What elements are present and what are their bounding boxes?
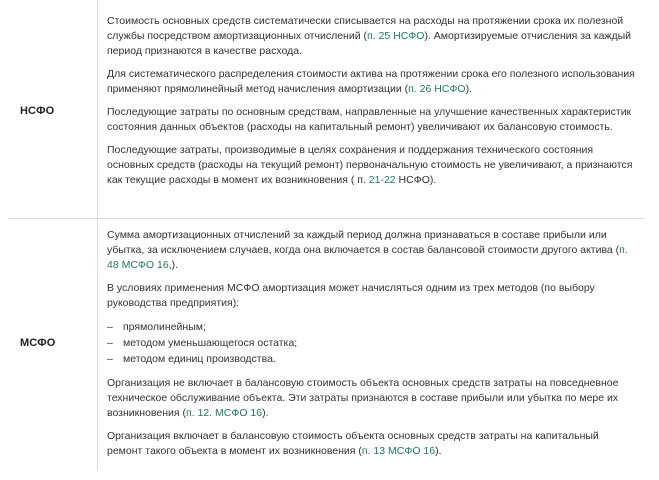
link-p21-22-nsfo[interactable]: 21-22 [368, 174, 396, 186]
row-label-nsfo: НСФО [20, 105, 55, 117]
row-label-msfo: МСФО [20, 337, 56, 349]
msfo-paragraph-1: Сумма амортизационных отчислений за каждый период должна признаваться в составе прибыли или убытка, за исключением случаев, когда она включается в состав балансовой стоимости другого актива (п. 48 МСФО 16,). [107, 229, 628, 271]
dash-marker: – [107, 337, 113, 349]
msfo-paragraph-2: В условиях применения МСФО амортизация может начисляться одним из трех методов (по выбору руководства предприятия): [107, 282, 595, 309]
nsfo-paragraph-1: Стоимость основных средств систематически списывается на расходы на протяжении срока их полезной службы посредством амортизационных отчислений (п. 25 НСФО). Амортизируемые отчисления за каждый период признаются в качестве расхода. [107, 15, 632, 57]
column-divider-top [97, 0, 98, 218]
nsfo-paragraph-2: Для систематического распределения стоимости актива на протяжении срока его полезного использования применяют прямолинейный метод начисления амортизации (п. 26 НСФО). [107, 68, 635, 95]
dash-marker: – [107, 321, 113, 333]
list-item: – методом единиц производства. [107, 353, 276, 365]
nsfo-paragraph-3: Последующие затраты по основным средствам, направленные на улучшение качественных характеристик состояния данных объектов (расходы на капитальный ремонт) увеличивают их балансовую стоимость. [107, 106, 632, 133]
msfo-paragraph-3: Организация не включает в балансовую стоимость объекта основных средств затраты на повседневное техническое обслуживание объекта. Эти затраты признаются в составе прибыли или убытка по мере их возникновения (п. 12. МСФО 16). [107, 377, 619, 419]
depreciation-methods-list [107, 319, 637, 367]
list-item: – методом уменьшающегося остатка; [107, 337, 298, 349]
row-content-nsfo [107, 14, 637, 196]
link-p48-msfo16[interactable]: п. 48 МСФО 16 [107, 244, 628, 271]
row-content-msfo [107, 228, 637, 467]
table-row-nsfo [0, 0, 659, 218]
dash-marker: – [107, 353, 113, 365]
link-p12-msfo16[interactable]: п. 12. МСФО 16 [185, 407, 263, 419]
link-p13-msfo16[interactable]: п. 13 МСФО 16 [361, 445, 436, 457]
nsfo-paragraph-4: Последующие затраты, производимые в целях сохранения и поддержания технического состояния основных средств (расходы на текущий ремонт) первоначальную стоимость не увеличивают, а признаются как текущие расходы в момент их возникновения ( п. 21-22 НСФО). [107, 144, 633, 186]
link-p26-nsfo[interactable]: п. 26 НСФО [408, 83, 466, 95]
list-item: – прямолинейным; [107, 321, 206, 333]
link-p25-nsfo[interactable]: п. 25 НСФО [367, 30, 425, 42]
table-row-msfo [0, 218, 659, 480]
msfo-paragraph-4: Организация включает в балансовую стоимость объекта основных средств затраты на капитальный ремонт такого объекта в момент их возникновения (п. 13 МСФО 16). [107, 430, 599, 457]
